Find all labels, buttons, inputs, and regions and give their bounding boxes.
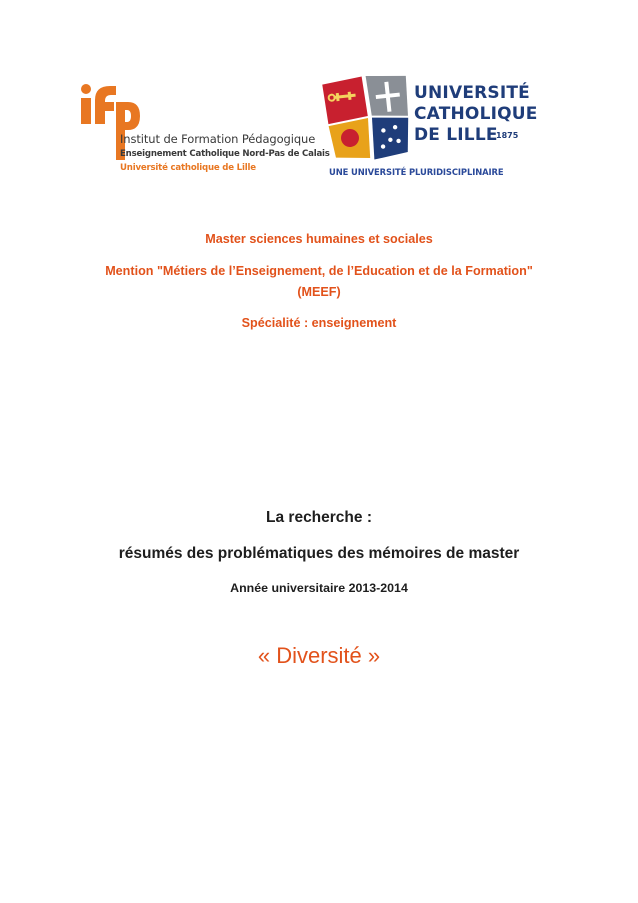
ucl-founding-year: 1875 xyxy=(496,131,519,140)
specialite-line: Spécialité : enseignement xyxy=(241,316,397,330)
academic-year: Année universitaire 2013-2014 xyxy=(230,581,408,595)
ucl-tagline: UNE UNIVERSITÉ PLURIDISCIPLINAIRE xyxy=(329,167,504,177)
ucl-name-line-2: CATHOLIQUE xyxy=(414,104,538,124)
ucl-name-line-3: DE LILLE xyxy=(414,125,498,145)
ucl-logo xyxy=(318,74,538,184)
ucl-name-line-1: UNIVERSITÉ xyxy=(414,83,530,103)
ucl-shield-icon xyxy=(318,74,418,162)
research-title: La recherche : xyxy=(266,509,372,526)
ifp-logo xyxy=(80,82,330,182)
ucl-name xyxy=(414,83,538,146)
ifp-university-affiliation: Université catholique de Lille xyxy=(120,163,256,173)
master-title: Master sciences humaines et sociales xyxy=(205,232,433,246)
meef-acronym: (MEEF) xyxy=(297,285,341,299)
mention-line: Mention "Métiers de l’Enseignement, de l’Education et de la Formation" xyxy=(105,264,533,278)
theme-title: « Diversité » xyxy=(257,643,381,668)
ifp-institute-name: Institut de Formation Pédagogique xyxy=(120,132,316,146)
ifp-subtitle: Enseignement Catholique Nord-Pas de Calais xyxy=(120,149,330,159)
research-subtitle: résumés des problématiques des mémoires de master xyxy=(118,545,520,562)
